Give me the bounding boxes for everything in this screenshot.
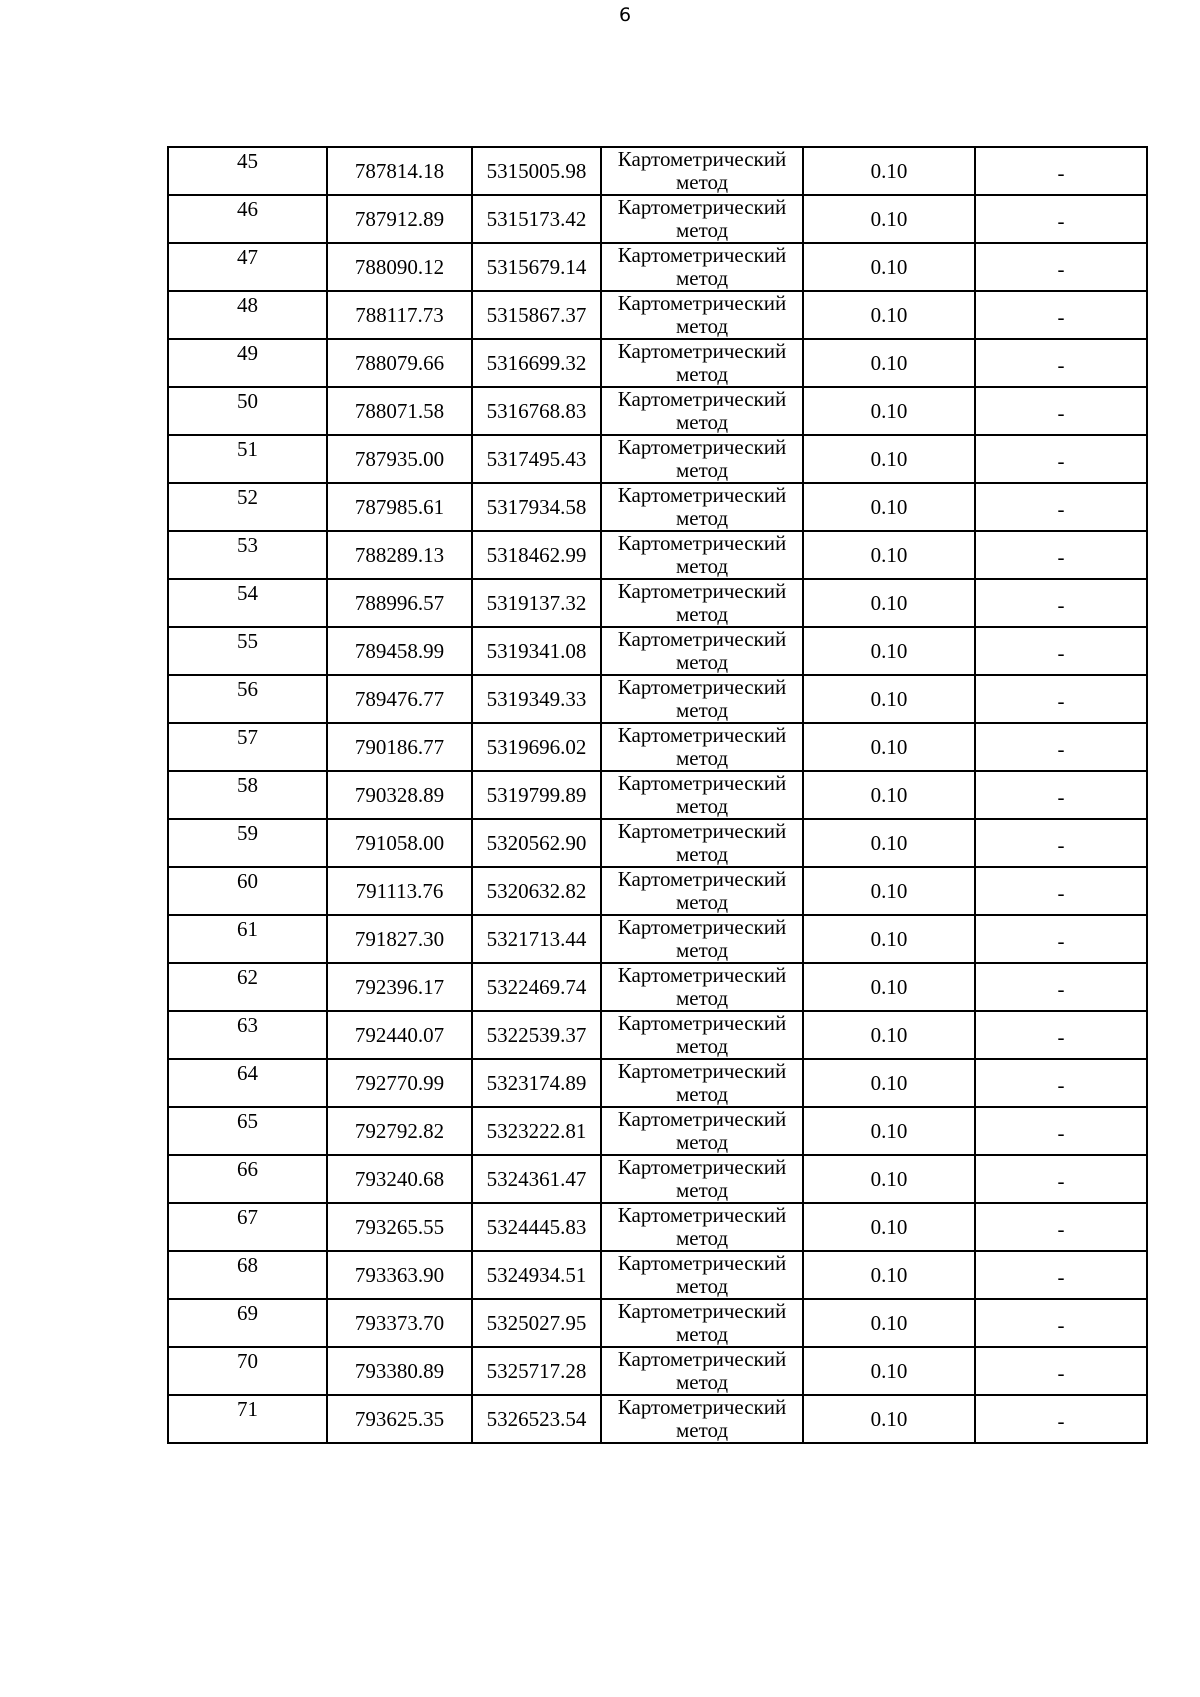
method-line-1: Картометрический [617,483,787,507]
method-line-1: Картометрический [617,867,787,891]
y-coordinate-cell: 5315173.42 [472,195,601,243]
x-coordinate-cell: 788996.57 [327,579,472,627]
note-cell: - [975,867,1147,915]
y-coordinate-cell: 5325027.95 [472,1299,601,1347]
table-row [168,1011,1147,1059]
method-line-2: метод [675,410,729,434]
method-cell [601,291,803,339]
x-coordinate-cell: 788079.66 [327,339,472,387]
table-row [168,1059,1147,1107]
method-line-1: Картометрический [617,1059,787,1083]
note-cell: - [975,771,1147,819]
method-line-1: Картометрический [617,531,787,555]
method-cell [601,195,803,243]
accuracy-cell: 0.10 [803,819,975,867]
accuracy-cell: 0.10 [803,1347,975,1395]
point-number-cell: 60 [168,867,327,915]
x-coordinate-cell: 792792.82 [327,1107,472,1155]
accuracy-cell: 0.10 [803,531,975,579]
method-line-1: Картометрический [617,1011,787,1035]
x-coordinate-cell: 792770.99 [327,1059,472,1107]
table-row [168,627,1147,675]
note-cell: - [975,195,1147,243]
y-coordinate-cell: 5315005.98 [472,147,601,195]
note-cell: - [975,1203,1147,1251]
method-cell [601,963,803,1011]
y-coordinate-cell: 5319341.08 [472,627,601,675]
note-cell: - [975,1059,1147,1107]
table-row [168,387,1147,435]
y-coordinate-cell: 5316699.32 [472,339,601,387]
method-cell [601,387,803,435]
method-cell [601,531,803,579]
note-cell: - [975,963,1147,1011]
note-cell: - [975,915,1147,963]
accuracy-cell: 0.10 [803,291,975,339]
point-number-cell: 48 [168,291,327,339]
note-cell: - [975,1299,1147,1347]
table-row [168,339,1147,387]
x-coordinate-cell: 792396.17 [327,963,472,1011]
method-line-2: метод [675,1418,729,1442]
table-row [168,963,1147,1011]
point-number-cell: 66 [168,1155,327,1203]
table-row [168,1107,1147,1155]
note-cell: - [975,243,1147,291]
method-cell [601,867,803,915]
point-number-cell: 65 [168,1107,327,1155]
table-row [168,1155,1147,1203]
method-line-1: Картометрический [617,771,787,795]
y-coordinate-cell: 5315679.14 [472,243,601,291]
method-line-2: метод [675,938,729,962]
method-line-1: Картометрический [617,579,787,603]
y-coordinate-cell: 5316768.83 [472,387,601,435]
method-line-2: метод [675,1082,729,1106]
x-coordinate-cell: 787985.61 [327,483,472,531]
accuracy-cell: 0.10 [803,915,975,963]
table-row [168,1203,1147,1251]
point-number-cell: 55 [168,627,327,675]
method-line-1: Картометрический [617,819,787,843]
accuracy-cell: 0.10 [803,1299,975,1347]
accuracy-cell: 0.10 [803,1251,975,1299]
accuracy-cell: 0.10 [803,1203,975,1251]
x-coordinate-cell: 788289.13 [327,531,472,579]
method-cell [601,1395,803,1443]
x-coordinate-cell: 788117.73 [327,291,472,339]
y-coordinate-cell: 5320562.90 [472,819,601,867]
method-line-2: метод [675,602,729,626]
table-row [168,1395,1147,1443]
note-cell: - [975,291,1147,339]
x-coordinate-cell: 793363.90 [327,1251,472,1299]
point-number-cell: 63 [168,1011,327,1059]
method-line-1: Картометрический [617,243,787,267]
note-cell: - [975,723,1147,771]
point-number-cell: 70 [168,1347,327,1395]
method-line-1: Картометрический [617,1155,787,1179]
method-cell [601,579,803,627]
x-coordinate-cell: 791113.76 [327,867,472,915]
point-number-cell: 50 [168,387,327,435]
x-coordinate-cell: 787935.00 [327,435,472,483]
point-number-cell: 51 [168,435,327,483]
note-cell: - [975,579,1147,627]
method-line-2: метод [675,746,729,770]
note-cell: - [975,627,1147,675]
note-cell: - [975,387,1147,435]
x-coordinate-cell: 791827.30 [327,915,472,963]
note-cell: - [975,147,1147,195]
x-coordinate-cell: 789476.77 [327,675,472,723]
method-cell [601,723,803,771]
accuracy-cell: 0.10 [803,1059,975,1107]
x-coordinate-cell: 792440.07 [327,1011,472,1059]
method-line-1: Картометрический [617,1395,787,1419]
method-line-1: Картометрический [617,1203,787,1227]
method-line-2: метод [675,506,729,530]
method-cell [601,627,803,675]
method-line-2: метод [675,1322,729,1346]
method-line-2: метод [675,218,729,242]
method-cell [601,819,803,867]
note-cell: - [975,483,1147,531]
note-cell: - [975,819,1147,867]
table-row [168,195,1147,243]
method-cell [601,339,803,387]
method-cell [601,1107,803,1155]
note-cell: - [975,1011,1147,1059]
point-number-cell: 57 [168,723,327,771]
point-number-cell: 68 [168,1251,327,1299]
note-cell: - [975,1347,1147,1395]
point-number-cell: 56 [168,675,327,723]
accuracy-cell: 0.10 [803,867,975,915]
y-coordinate-cell: 5325717.28 [472,1347,601,1395]
point-number-cell: 47 [168,243,327,291]
table-row [168,147,1147,195]
method-cell [601,1155,803,1203]
table-row [168,483,1147,531]
table-row [168,435,1147,483]
y-coordinate-cell: 5321713.44 [472,915,601,963]
accuracy-cell: 0.10 [803,435,975,483]
y-coordinate-cell: 5322469.74 [472,963,601,1011]
accuracy-cell: 0.10 [803,771,975,819]
y-coordinate-cell: 5319137.32 [472,579,601,627]
table-row [168,915,1147,963]
point-number-cell: 53 [168,531,327,579]
point-number-cell: 59 [168,819,327,867]
x-coordinate-cell: 788090.12 [327,243,472,291]
method-line-2: метод [675,362,729,386]
accuracy-cell: 0.10 [803,387,975,435]
method-line-1: Картометрический [617,1299,787,1323]
method-line-2: метод [675,1226,729,1250]
x-coordinate-cell: 793625.35 [327,1395,472,1443]
table-row [168,1347,1147,1395]
y-coordinate-cell: 5324934.51 [472,1251,601,1299]
x-coordinate-cell: 793373.70 [327,1299,472,1347]
x-coordinate-cell: 788071.58 [327,387,472,435]
note-cell: - [975,675,1147,723]
method-line-1: Картометрический [617,1347,787,1371]
method-line-1: Картометрический [617,627,787,651]
point-number-cell: 54 [168,579,327,627]
method-line-1: Картометрический [617,723,787,747]
table-row [168,819,1147,867]
method-line-2: метод [675,1034,729,1058]
method-line-2: метод [675,1130,729,1154]
point-number-cell: 52 [168,483,327,531]
accuracy-cell: 0.10 [803,963,975,1011]
method-line-1: Картометрический [617,915,787,939]
x-coordinate-cell: 793380.89 [327,1347,472,1395]
note-cell: - [975,339,1147,387]
point-number-cell: 61 [168,915,327,963]
y-coordinate-cell: 5317495.43 [472,435,601,483]
table-row [168,1299,1147,1347]
x-coordinate-cell: 787814.18 [327,147,472,195]
y-coordinate-cell: 5318462.99 [472,531,601,579]
method-cell [601,915,803,963]
method-cell [601,483,803,531]
point-number-cell: 49 [168,339,327,387]
method-line-1: Картометрический [617,1251,787,1275]
x-coordinate-cell: 791058.00 [327,819,472,867]
method-cell [601,1347,803,1395]
method-line-2: метод [675,1370,729,1394]
coordinates-table [167,146,1148,1444]
y-coordinate-cell: 5319349.33 [472,675,601,723]
accuracy-cell: 0.10 [803,1395,975,1443]
point-number-cell: 64 [168,1059,327,1107]
table-row [168,579,1147,627]
method-line-2: метод [675,842,729,866]
point-number-cell: 67 [168,1203,327,1251]
method-cell [601,1251,803,1299]
method-cell [601,1203,803,1251]
accuracy-cell: 0.10 [803,723,975,771]
y-coordinate-cell: 5319799.89 [472,771,601,819]
note-cell: - [975,1155,1147,1203]
method-line-2: метод [675,458,729,482]
method-line-2: метод [675,554,729,578]
y-coordinate-cell: 5320632.82 [472,867,601,915]
note-cell: - [975,435,1147,483]
method-cell [601,147,803,195]
x-coordinate-cell: 793240.68 [327,1155,472,1203]
point-number-cell: 45 [168,147,327,195]
method-line-1: Картометрический [617,339,787,363]
table-row [168,675,1147,723]
note-cell: - [975,1107,1147,1155]
table-row [168,723,1147,771]
method-cell [601,1059,803,1107]
table-row [168,771,1147,819]
method-cell [601,1011,803,1059]
method-line-2: метод [675,1274,729,1298]
accuracy-cell: 0.10 [803,579,975,627]
accuracy-cell: 0.10 [803,1107,975,1155]
x-coordinate-cell: 790328.89 [327,771,472,819]
method-line-1: Картометрический [617,387,787,411]
method-line-1: Картометрический [617,147,787,171]
method-line-2: метод [675,650,729,674]
method-line-2: метод [675,1178,729,1202]
x-coordinate-cell: 790186.77 [327,723,472,771]
method-cell [601,435,803,483]
x-coordinate-cell: 787912.89 [327,195,472,243]
note-cell: - [975,1395,1147,1443]
method-line-1: Картометрический [617,1107,787,1131]
accuracy-cell: 0.10 [803,483,975,531]
note-cell: - [975,1251,1147,1299]
point-number-cell: 46 [168,195,327,243]
point-number-cell: 69 [168,1299,327,1347]
accuracy-cell: 0.10 [803,339,975,387]
table-row [168,531,1147,579]
method-line-2: метод [675,314,729,338]
y-coordinate-cell: 5326523.54 [472,1395,601,1443]
method-line-1: Картометрический [617,291,787,315]
accuracy-cell: 0.10 [803,675,975,723]
method-cell [601,243,803,291]
y-coordinate-cell: 5315867.37 [472,291,601,339]
x-coordinate-cell: 789458.99 [327,627,472,675]
page-number: 6 [618,4,632,26]
y-coordinate-cell: 5324361.47 [472,1155,601,1203]
point-number-cell: 58 [168,771,327,819]
method-line-2: метод [675,890,729,914]
y-coordinate-cell: 5323222.81 [472,1107,601,1155]
table-row [168,867,1147,915]
table-body [168,147,1147,1443]
accuracy-cell: 0.10 [803,1155,975,1203]
method-line-2: метод [675,698,729,722]
y-coordinate-cell: 5324445.83 [472,1203,601,1251]
table-row [168,243,1147,291]
y-coordinate-cell: 5322539.37 [472,1011,601,1059]
y-coordinate-cell: 5319696.02 [472,723,601,771]
accuracy-cell: 0.10 [803,243,975,291]
accuracy-cell: 0.10 [803,1011,975,1059]
table-row [168,1251,1147,1299]
method-cell [601,1299,803,1347]
method-line-2: метод [675,266,729,290]
method-line-2: метод [675,170,729,194]
method-line-2: метод [675,986,729,1010]
point-number-cell: 71 [168,1395,327,1443]
y-coordinate-cell: 5317934.58 [472,483,601,531]
y-coordinate-cell: 5323174.89 [472,1059,601,1107]
table-row [168,291,1147,339]
accuracy-cell: 0.10 [803,195,975,243]
method-line-2: метод [675,794,729,818]
method-line-1: Картометрический [617,195,787,219]
x-coordinate-cell: 793265.55 [327,1203,472,1251]
method-line-1: Картометрический [617,435,787,459]
accuracy-cell: 0.10 [803,627,975,675]
method-cell [601,771,803,819]
method-line-1: Картометрический [617,963,787,987]
method-cell [601,675,803,723]
point-number-cell: 62 [168,963,327,1011]
note-cell: - [975,531,1147,579]
method-line-1: Картометрический [617,675,787,699]
accuracy-cell: 0.10 [803,147,975,195]
